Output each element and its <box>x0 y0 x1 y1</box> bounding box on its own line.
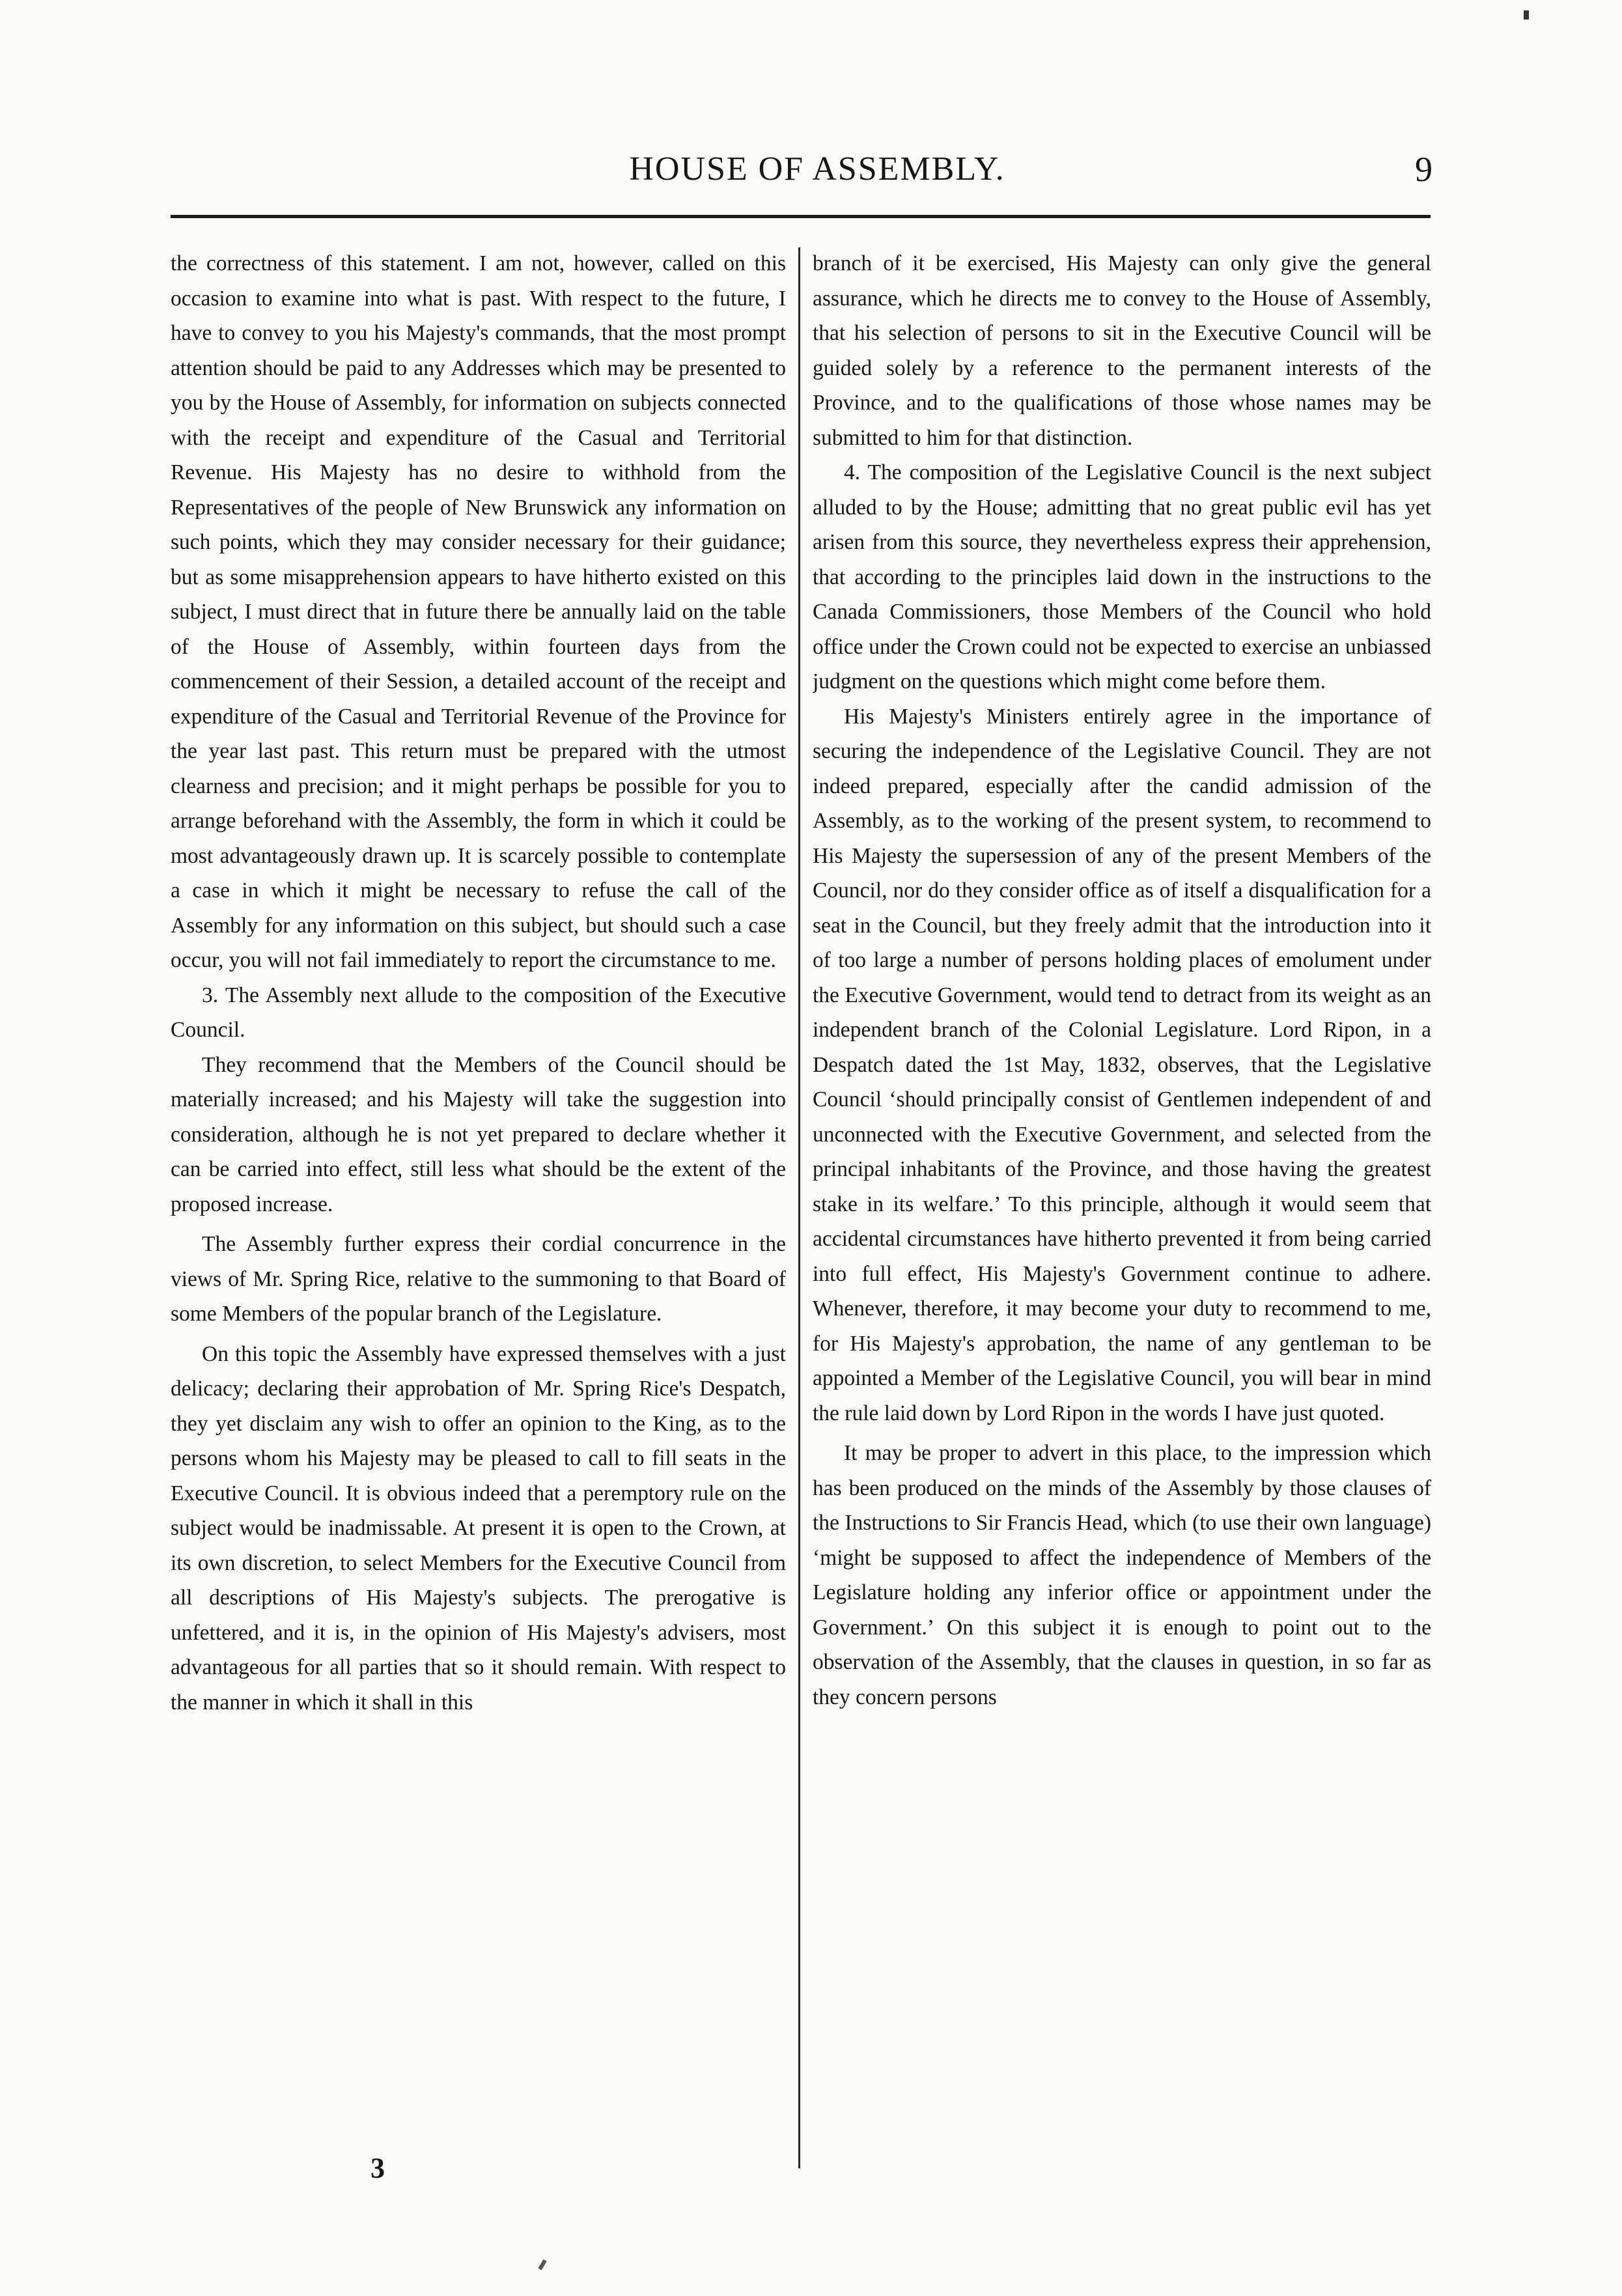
left-column <box>171 246 786 2174</box>
paragraph: They recommend that the Members of the Council should be materially increased; and his Majesty will take the suggestion into consideration, although he is not yet prepared to declare whether it can be carried into effect, still less what should be the extent of the proposed increase. <box>171 1052 786 1216</box>
stray-ink-mark <box>538 2260 546 2271</box>
signature-mark: 3 <box>371 2152 385 2184</box>
page-header <box>0 140 1622 199</box>
right-column <box>813 246 1431 2174</box>
paragraph: His Majesty's Ministers entirely agree in the importance of securing the independence of the Legislative Council. They are not indeed prepared, especially after the candid admission of the Assembly, as to the working of the present system, to recommend to His Majesty the supersession of any of the present Members of the Council, nor do they consider office as of itself a disqualification for a seat in the Council, but they freely admit that the introduction into it of too large a number of persons holding places of emolument under the Executive Government, would tend to detract from its weight as an independent branch of the Colonial Legislature. Lord Ripon, in a Despatch dated the 1st May, 1832, observes, that the Legislative Council ‘should principally consist of Gentlemen independent of and unconnected with the Executive Government, and selected from the principal inhabitants of the Province, and those having the greatest stake in its welfare.’ To this principle, although it would seem that accidental circumstances have hitherto prevented it from being carried into full effect, His Majesty's Government continue to adhere. Whenever, therefore, it may become your duty to recommend to me, for His Majesty's approbation, the name of any gentleman to be appointed a Member of the Legislative Council, you will bear in mind the rule laid down by Lord Ripon in the words I have just quoted. <box>813 704 1431 1425</box>
column-divider <box>798 247 800 2168</box>
corner-ink-mark <box>1524 10 1529 20</box>
running-title: HOUSE OF ASSEMBLY. <box>629 150 1005 188</box>
page-number: 9 <box>1415 150 1433 189</box>
paragraph: branch of it be exercised, His Majesty can only give the general assurance, which he directs me to convey to the House of Assembly, that his selection of persons to sit in the Executive Council will be guided solely by a reference to the permanent interests of the Province, and to the qualifications of those whose names may be submitted to him for that distinction. <box>813 251 1431 450</box>
header-rule <box>171 215 1431 218</box>
paragraph: It may be proper to advert in this place, to the impression which has been produced on the minds of the Assembly by those clauses of the Instructions to Sir Francis Head, which (to use their own language) ‘might be supposed to affect the independence of Members of the Legislature holding any inferior office or appointment under the Government.’ On this subject it is enough to point out to the observation of the Assembly, that the clauses in question, in so far as they concern persons <box>813 1441 1431 1709</box>
paragraph: the correctness of this statement. I am not, however, called on this occasion to examine into what is past. With respect to the future, I have to convey to you his Majesty's commands, that the most prompt attention should be paid to any Addresses which may be presented to you by the House of Assembly, for information on subjects connected with the receipt and expenditure of the Casual and Territorial Revenue. His Majesty has no desire to withhold from the Representatives of the people of New Brunswick any information on such points, which they may consider necessary for their guidance; but as some misapprehension appears to have hitherto existed on this subject, I must direct that in future there be annually laid on the table of the House of Assembly, within fourteen days from the commencement of their Session, a detailed account of the receipt and expenditure of the Casual and Territorial Revenue of the Province for the year last past. This return must be prepared with the utmost clearness and precision; and it might perhaps be possible for you to arrange beforehand with the Assembly, the form in which it could be most advantageously drawn up. It is scarcely possible to contemplate a case in which it might be necessary to refuse the call of the Assembly for any information on this subject, but should such a case occur, you will not fail immediately to report the circumstance to me. <box>171 251 786 972</box>
paragraph: 3. The Assembly next allude to the composition of the Executive Council. <box>171 983 786 1042</box>
paragraph: On this topic the Assembly have expressed themselves with a just delicacy; declaring their approbation of Mr. Spring Rice's Despatch, they yet disclaim any wish to offer an opinion to the King, as to the persons whom his Majesty may be pleased to call to fill seats in the Executive Council. It is obvious indeed that a peremptory rule on the subject would be inadmissable. At present it is open to the Crown, at its own discretion, to select Members for the Executive Council from all descriptions of His Majesty's subjects. The prerogative is unfettered, and it is, in the opinion of His Majesty's advisers, most advantageous for all parties that so it should remain. With respect to the manner in which it shall in this <box>171 1341 786 1715</box>
paragraph: The Assembly further express their cordial concurrence in the views of Mr. Spring Rice, relative to the summoning to that Board of some Members of the popular branch of the Legislature. <box>171 1232 786 1326</box>
paragraph: 4. The composition of the Legislative Council is the next subject alluded to by the House; admitting that no great public evil has yet arisen from this source, they nevertheless express their apprehension, that according to the principles laid down in the instructions to the Canada Commissioners, those Members of the Council who hold office under the Crown could not be expected to exercise an unbiassed judgment on the questions which might come before them. <box>813 460 1431 693</box>
